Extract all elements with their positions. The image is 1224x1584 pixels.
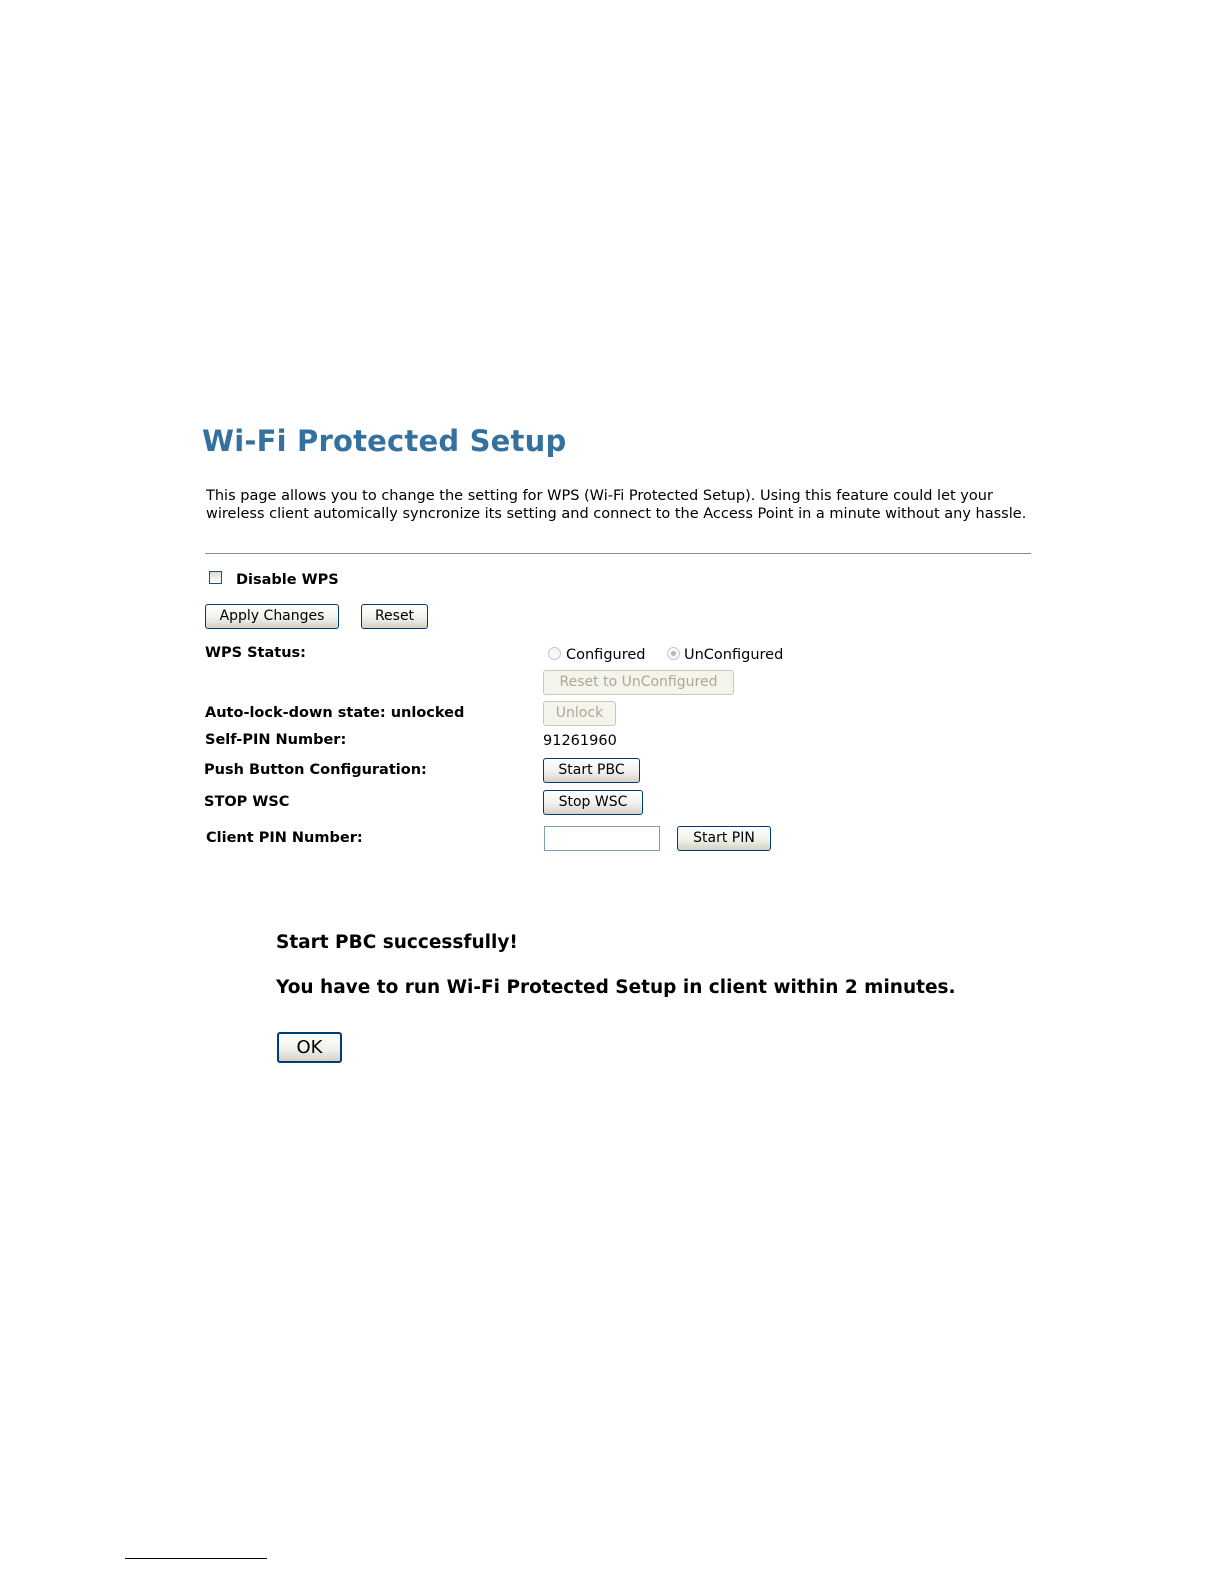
stop-wsc-button[interactable]: Stop WSC: [543, 790, 643, 815]
client-pin-input[interactable]: [544, 826, 660, 851]
ok-button[interactable]: OK: [277, 1032, 342, 1063]
self-pin-value: 91261960: [543, 733, 617, 749]
unconfigured-radio-label: UnConfigured: [684, 647, 784, 663]
client-pin-label: Client PIN Number:: [206, 830, 363, 846]
reset-button[interactable]: Reset: [361, 604, 428, 629]
footnote-separator: [125, 1558, 267, 1559]
section-divider: [205, 553, 1031, 554]
reset-to-unconfigured-button[interactable]: Reset to UnConfigured: [543, 670, 734, 695]
disable-wps-label: Disable WPS: [236, 572, 339, 588]
pbc-label: Push Button Configuration:: [204, 762, 427, 778]
start-pin-button[interactable]: Start PIN: [677, 826, 771, 851]
auto-lock-state-label: Auto-lock-down state: unlocked: [205, 705, 465, 721]
result-message-title: Start PBC successfully!: [276, 932, 518, 953]
unconfigured-radio[interactable]: [667, 647, 680, 660]
page-description: This page allows you to change the setting for WPS (Wi-Fi Protected Setup). Using this feature could let your wireless client automically syncronize its setting and connect to the Access Point in a minute without any hassle.: [206, 488, 1027, 522]
start-pbc-button[interactable]: Start PBC: [543, 758, 640, 783]
apply-changes-button[interactable]: Apply Changes: [205, 604, 339, 629]
configured-radio-label: Configured: [566, 647, 646, 663]
self-pin-label: Self-PIN Number:: [205, 732, 347, 748]
disable-wps-checkbox[interactable]: [209, 571, 222, 584]
stop-wsc-label: STOP WSC: [204, 794, 290, 810]
result-message-detail: You have to run Wi-Fi Protected Setup in client within 2 minutes.: [276, 977, 956, 998]
radio-selected-dot: [671, 651, 676, 656]
wps-status-label: WPS Status:: [205, 645, 306, 661]
configured-radio[interactable]: [548, 647, 561, 660]
unlock-button[interactable]: Unlock: [543, 701, 616, 726]
page-title: Wi-Fi Protected Setup: [202, 424, 567, 458]
